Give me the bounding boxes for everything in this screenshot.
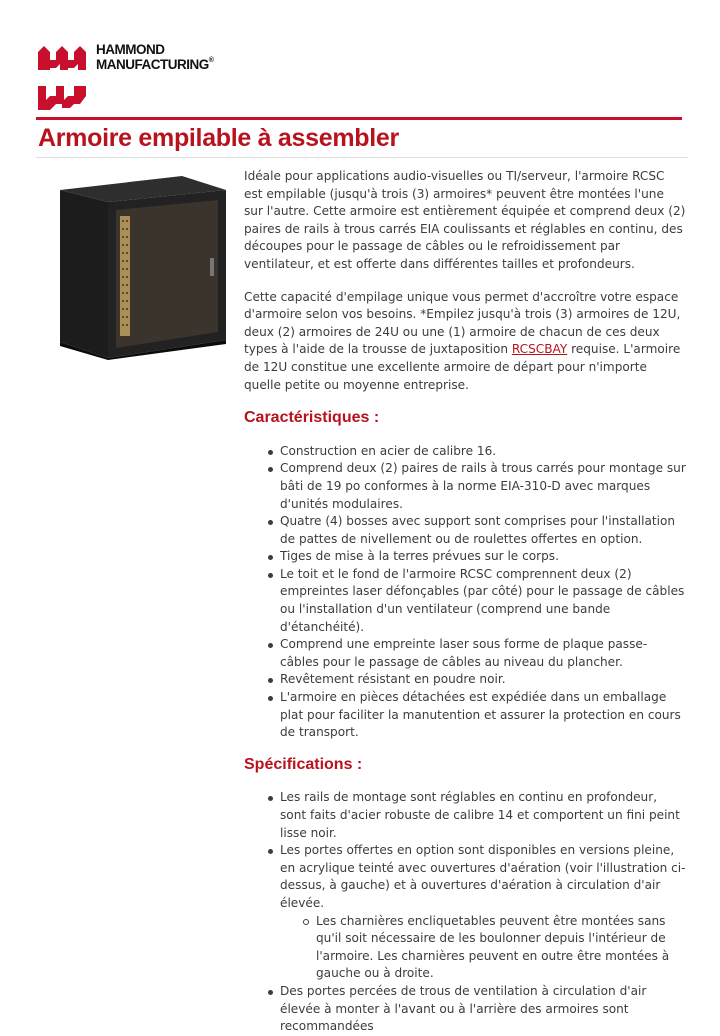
list-item: Le toit et le fond de l'armoire RCSC comprennent deux (2) empreintes laser défonçables (par côté) pour le passage de câbles ou l'installation d'un ventilateur (comprend une bande d'étanchéité). bbox=[244, 566, 686, 636]
list-item: Comprend deux (2) paires de rails à trous carrés pour montage sur bâti de 19 po conformes à la norme EIA-310-D avec marques d'unités modulaires. bbox=[244, 460, 686, 513]
list-item: Quatre (4) bosses avec support sont comprises pour l'installation de pattes de nivellement ou de roulettes offertes en option. bbox=[244, 513, 686, 548]
rcscbay-link[interactable]: RCSCBAY bbox=[511, 342, 568, 357]
specs-heading: Spécifications : bbox=[244, 755, 363, 773]
title-divider bbox=[36, 157, 688, 158]
list-item: Des portes percées de trous de ventilation à circulation d'air élevée à monter à l'avant ou à l'arrière des armoires sont recommandées bbox=[244, 983, 686, 1036]
list-item: Construction en acier de calibre 16. bbox=[244, 443, 686, 461]
list-item: Les rails de montage sont réglables en continu en profondeur, sont faits d'acier robuste de calibre 14 et comportent un fini peint lisse noir. bbox=[244, 789, 686, 842]
features-heading: Caractéristiques : bbox=[244, 409, 380, 427]
list-item: Revêtement résistant en poudre noir. bbox=[244, 671, 686, 689]
page-title: Armoire empilable à assembler bbox=[38, 124, 399, 152]
list-item: Les portes offertes en option sont disponibles en versions pleine, en acrylique teinté avec ouvertures d'aération (voir l'illustration ci-dessus, à gauche) et à ouvertures d'aération à circulation d'air élevée. Les charnières encliquetables peuvent être montées sans qu'il soit nécessaire de les boulonner depuis l'intérieur de l'armoire. Les charnières peuvent en outre être montées à gauche ou à droite. bbox=[244, 842, 686, 983]
specs-sublist bbox=[280, 913, 686, 983]
cabinet-product-image[interactable] bbox=[50, 172, 230, 360]
door-handle-icon bbox=[210, 258, 214, 276]
features-list bbox=[244, 443, 686, 742]
specs-list bbox=[244, 789, 686, 1035]
list-item: L'armoire en pièces détachées est expédiée dans un emballage plat pour faciliter la manutention et assurer la protection en cours de transport. bbox=[244, 689, 686, 742]
intro-paragraph-2: Cette capacité d'empilage unique vous permet d'accroître votre espace d'armoire selon vos besoins. *Empilez jusqu'à trois (3) armoires de 12U, deux (2) armoires de 24U ou une (1) armoire de chacun de ces deux types à l'aide de la trousse de juxtaposition RCSCBAY requise. L'armoire de 12U constitue une excellente armoire de départ pour n'importe quelle petite ou moyenne entreprise. bbox=[244, 289, 681, 392]
hammond-logo-mark bbox=[36, 42, 90, 114]
registered-mark: ® bbox=[208, 57, 214, 64]
brand-line1: HAMMOND bbox=[96, 42, 165, 57]
intro-paragraph-1: Idéale pour applications audio-visuelles ou TI/serveur, l'armoire RCSC est empilable (jusqu'à trois (3) armoires* peuvent être montées l'une sur l'autre. Cette armoire est entièrement équipée et comprend deux (2) paires de rails à trous carrés EIA coulissants et réglables en continu, des découpes pour le passage de câbles ou le refroidissement par ventilateur, et est offerte dans différentes tailles et profondeurs. bbox=[244, 169, 686, 271]
list-item: Les charnières encliquetables peuvent être montées sans qu'il soit nécessaire de les boulonner depuis l'intérieur de l'armoire. Les charnières peuvent en outre être montées à gauche ou à droite. bbox=[280, 913, 686, 983]
list-item: Tiges de mise à la terres prévues sur le corps. bbox=[244, 548, 686, 566]
list-item: Comprend une empreinte laser sous forme de plaque passe-câbles pour le passage de câbles au niveau du plancher. bbox=[244, 636, 686, 671]
main-content bbox=[244, 168, 686, 1036]
brand-line2: MANUFACTURING® bbox=[96, 57, 214, 72]
header-red-rule bbox=[36, 117, 682, 120]
hammond-logo[interactable] bbox=[36, 42, 226, 112]
